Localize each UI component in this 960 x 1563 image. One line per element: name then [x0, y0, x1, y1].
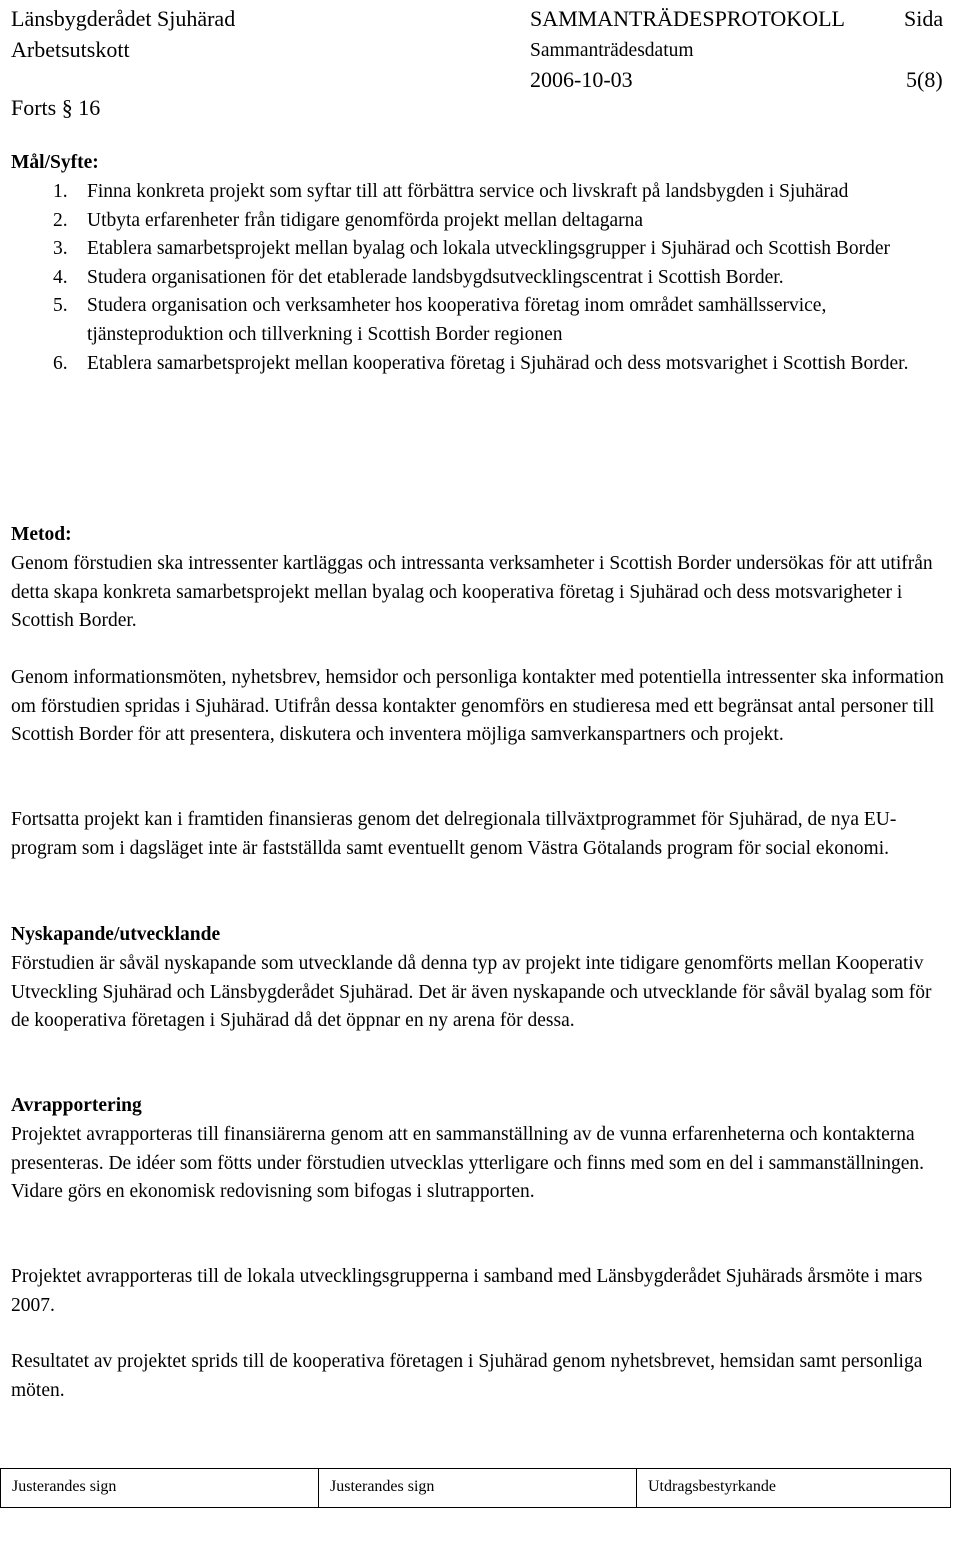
reporting-heading: Avrapportering — [11, 1095, 142, 1116]
signature-cell: Justerandes sign — [318, 1469, 636, 1507]
innovation-paragraph: Förstudien är såväl nyskapande som utvecklande då denna typ av projekt inte tidigare genomförts mellan Kooperativ Utveckling Sjuhärad och Länsbygderådet Sjuhärad. Det är även nyskapande och utvecklande för såväl byalag som för de kooperativa företagen i Sjuhärad då det öppnar en ny arena för dessa. — [11, 953, 932, 1032]
goal-item: 1. Finna konkreta projekt som syftar till att förbättra service och livskraft på landsbygden i Sjuhärad — [53, 181, 849, 202]
goal-item: 6. Etablera samarbetsprojekt mellan kooperativa företag i Sjuhärad och dess motsvarighet i Scottish Border. — [53, 352, 909, 374]
page-number: 5(8) — [906, 67, 943, 92]
method-heading: Metod: — [11, 524, 72, 545]
innovation-heading: Nyskapande/utvecklande — [11, 924, 221, 945]
committee-name: Arbetsutskott — [11, 37, 130, 62]
goals-heading: Mål/Syfte: — [11, 152, 99, 173]
reporting-paragraph: Projektet avrapporteras till de lokala utvecklingsgrupperna i samband med Länsbygderådet Sjuhärads årsmöte i mars 2007. — [11, 1266, 923, 1316]
meeting-date: 2006-10-03 — [530, 67, 633, 92]
reporting-paragraph: Resultatet av projektet sprids till de kooperativa företagen i Sjuhärad genom nyhetsbrevet, hemsidan samt personliga möten. — [11, 1351, 923, 1401]
certification-cell: Utdragsbestyrkande — [636, 1469, 951, 1507]
organization-name: Länsbygderådet Sjuhärad — [11, 6, 236, 31]
goal-item: 3. Etablera samarbetsprojekt mellan byalag och lokala utvecklingsgrupper i Sjuhärad och Scottish Border — [53, 238, 891, 260]
meeting-date-label: Sammanträdesdatum — [530, 40, 694, 61]
method-paragraph: Fortsatta projekt kan i framtiden finansieras genom det delregionala tillväxtprogrammet för Sjuhärad, de nya EU-program som i dagsläget inte är fastställda samt eventuellt genom Västra Götalands program för social ekonomi. — [11, 809, 897, 859]
method-paragraph: Genom informationsmöten, nyhetsbrev, hemsidor och personliga kontakter med potentiella intressenter ska information om förstudien spridas i Sjuhärad. Utifrån dessa kontakter genomförs en studieresa med ett begränsat antal personer till Scottish Border för att presentera, diskutera och inventera möjliga samverkanspartners och projekt. — [11, 667, 944, 746]
goal-item: 4. Studera organisationen för det etablerade landsbygdsutvecklingscentrat i Scottish Border. — [53, 266, 784, 288]
goal-item: 2. Utbyta erfarenheter från tidigare genomförda projekt mellan deltagarna — [53, 209, 644, 231]
reporting-paragraph: Projektet avrapporteras till finansiärerna genom att en sammanställning av de vunna erfarenheterna och kontakterna presenteras. De idéer som fötts under förstudien utvecklas ytterligare och finns med som en del i sammanställningen. Vidare görs en ekonomisk redovisning som bifogas i slutrapporten. — [11, 1124, 924, 1203]
page-label: Sida — [904, 6, 944, 31]
signature-footer — [0, 1468, 951, 1508]
method-paragraph: Genom förstudien ska intressenter kartläggas och intressanta verksamheter i Scottish Border undersökas för att utifrån detta skapa konkreta samarbetsprojekt mellan byalag och kooperativa företag i Sjuhärad och dess motsvarigheter i Scottish Border. — [11, 553, 933, 632]
document-type: SAMMANTRÄDESPROTOKOLL — [530, 6, 845, 31]
goals-list — [0, 178, 947, 378]
section-continuation: Forts § 16 — [11, 95, 101, 120]
signature-cell: Justerandes sign — [0, 1469, 318, 1507]
goal-item: 5. Studera organisation och verksamheter hos kooperativa företag inom området samhällsservice, tjänsteproduktion och tillverkning i Scottish Border regionen — [53, 295, 827, 345]
